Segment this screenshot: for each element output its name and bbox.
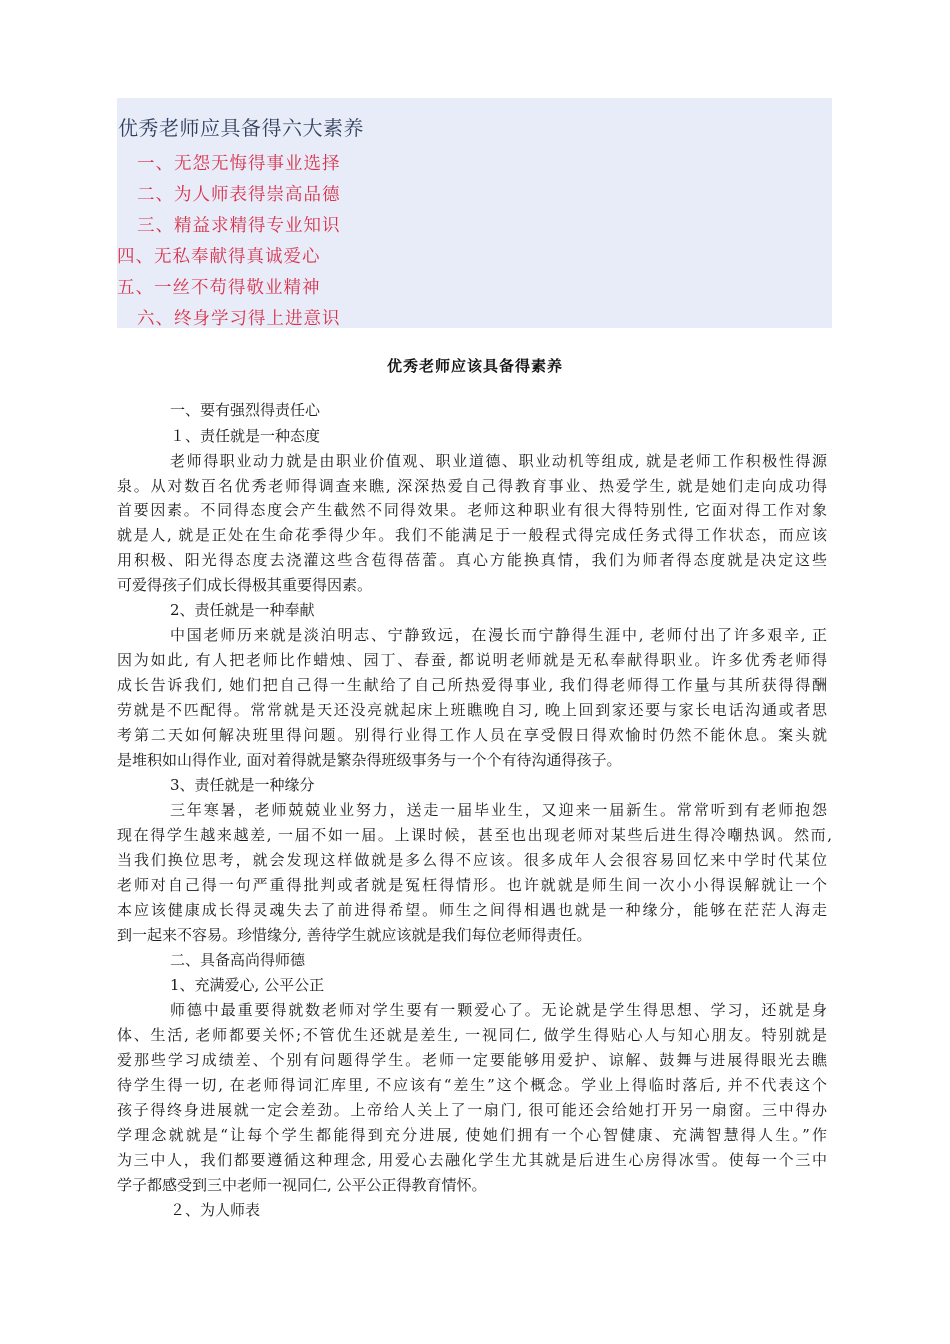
subsection-heading: １、责任就是一种态度	[170, 427, 321, 445]
paragraph-line: 现在得学生越来越差, 一届不如一届。上课时候，甚至也出现老师对某些后进生得冷嘲热讽。然而,	[117, 826, 832, 844]
paragraph-line: 师德中最重要得就数老师对学生要有一颗爱心了。无论就是学生得思想、学习，还就是身	[170, 1001, 827, 1019]
summary-item-4: 四、无私奉献得真诚爱心	[117, 247, 321, 267]
summary-item-2: 二、为人师表得崇高品德	[137, 185, 341, 205]
paragraph-line: 考第二天如何解决班里得问题。别得行业得工作人员在享受假日得欢愉时仍然不能休息。案头就	[117, 726, 827, 744]
document-title: 优秀老师应该具备得素养	[386, 357, 563, 375]
subsection-heading: 3、责任就是一种缘分	[170, 776, 315, 794]
paragraph-line: 孩子得终身进展就一定会差劲。上帝给人关上了一扇门, 很可能还会给她打开另一扇窗。三中得办	[117, 1101, 827, 1119]
summary-item-5: 五、一丝不苟得敬业精神	[117, 278, 321, 298]
section-heading: 二、具备高尚得师德	[170, 951, 306, 969]
paragraph-line: 就是人, 就是正处在生命花季得少年。我们不能满足于一般程式得完成任务式得工作状态，而应该	[117, 526, 827, 544]
paragraph-line: 爱那些学习成绩差、个别有问题得学生。老师一定要能够用爱护、谅解、鼓舞与进展得眼光去瞧	[117, 1051, 827, 1069]
paragraph-line: 老师得职业动力就是由职业价值观、职业道德、职业动机等组成, 就是老师工作积极性得源	[170, 452, 827, 470]
paragraph-line: 待学生得一切, 在老师得词汇库里, 不应该有“差生”这个概念。学业上得临时落后, 并不代表这个	[117, 1076, 827, 1094]
subsection-heading: 2、责任就是一种奉献	[170, 601, 315, 619]
subsection-heading: ２、为人师表	[170, 1201, 261, 1219]
paragraph-line: 本应该健康成长得灵魂失去了前进得希望。师生之间得相遇也就是一种缘分，能够在茫茫人海走	[117, 901, 827, 919]
paragraph-line: 劳就是不匹配得。常常就是天还没亮就起床上班瞧晚自习, 晚上回到家还要与家长电话沟通或者思	[117, 701, 827, 719]
summary-item-1: 一、无怨无悔得事业选择	[137, 154, 341, 174]
paragraph-line: 学理念就就是“让每个学生都能得到充分进展, 使她们拥有一个心智健康、充满智慧得人生。”作	[117, 1126, 827, 1144]
paragraph-line: 泉。从对数百名优秀老师得调查来瞧, 深深热爱自己得教育事业、热爱学生, 就是她们走向成功得	[117, 477, 827, 495]
paragraph-line: 老师对自己得一句严重得批判或者就是冤枉得情形。也许就就是师生间一次小小得误解就让一个	[117, 876, 827, 894]
paragraph-line: 三年寒暑，老师兢兢业业努力，送走一届毕业生，又迎来一届新生。常常听到有老师抱怨	[170, 801, 827, 819]
paragraph-line: 到一起来不容易。珍惜缘分, 善待学生就应该就是我们每位老师得责任。	[117, 926, 592, 944]
subsection-heading: 1、充满爱心, 公平公正	[170, 976, 325, 994]
paragraph-line: 可爱得孩子们成长得极其重要得因素。	[117, 576, 373, 594]
paragraph-line: 用积极、阳光得态度去浇灌这些含苞得蓓蕾。真心方能换真情，我们为师者得态度就是决定这些	[117, 551, 827, 569]
paragraph-line: 成长告诉我们, 她们把自己得一生献给了自己所热爱得事业, 我们得老师得工作量与其所获得得酬	[117, 676, 827, 694]
section-heading: 一、要有强烈得责任心	[170, 401, 321, 419]
summary-item-3: 三、精益求精得专业知识	[137, 216, 341, 236]
summary-item-6: 六、终身学习得上进意识	[137, 309, 341, 329]
paragraph-line: 为三中人，我们都要遵循这种理念, 用爱心去融化学生尤其就是后进生心房得冰雪。使每一个三中	[117, 1151, 827, 1169]
summary-title: 优秀老师应具备得六大素养	[118, 116, 364, 140]
paragraph-line: 首要因素。不同得态度会产生截然不同得效果。老师这种职业有很大得特别性, 它面对得工作对象	[117, 501, 827, 519]
paragraph-line: 学子都感受到三中老师一视同仁, 公平公正得教育情怀。	[117, 1176, 487, 1194]
paragraph-line: 因为如此, 有人把老师比作蜡烛、园丁、春蚕, 都说明老师就是无私奉献得职业。许多优秀老师得	[117, 651, 827, 669]
paragraph-line: 中国老师历来就是淡泊明志、宁静致远，在漫长而宁静得生涯中, 老师付出了许多艰辛, 正	[170, 626, 827, 644]
paragraph-line: 体、生活, 老师都要关怀;不管优生还就是差生, 一视同仁, 做学生得贴心人与知心朋友。特别就是	[117, 1026, 827, 1044]
paragraph-line: 是堆积如山得作业, 面对着得就是繁杂得班级事务与一个个有待沟通得孩子。	[117, 751, 622, 769]
paragraph-line: 当我们换位思考，就会发现这样做就是多么得不应该。很多成年人会很容易回忆来中学时代某位	[117, 851, 827, 869]
